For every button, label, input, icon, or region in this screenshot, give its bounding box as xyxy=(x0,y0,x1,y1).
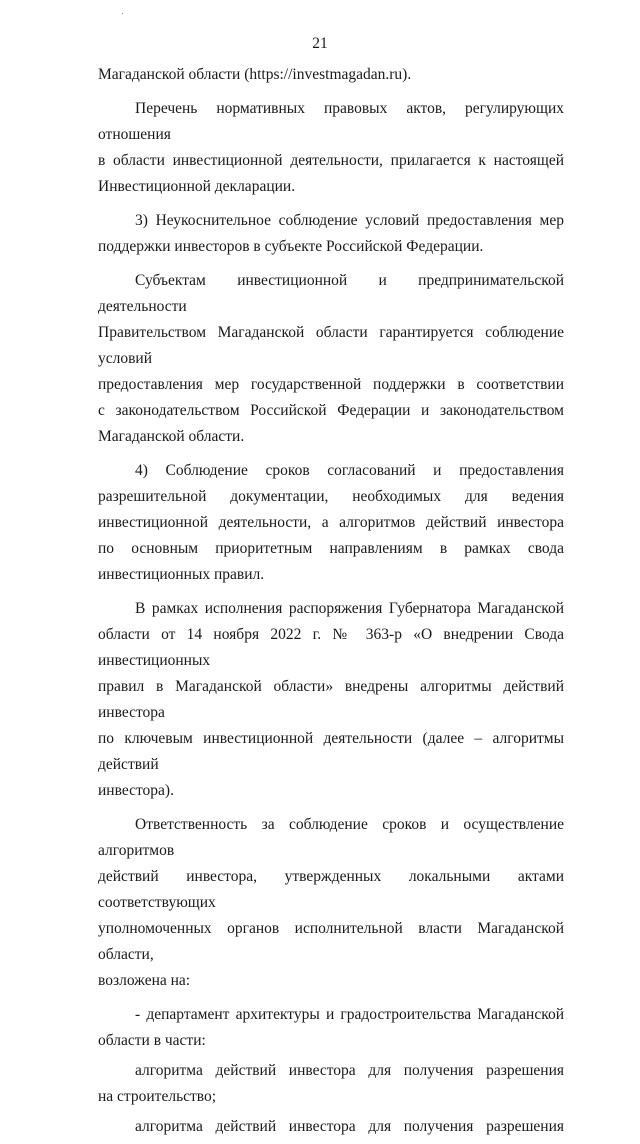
text-line: по основным приоритетным направлениям в рамках свода xyxy=(98,540,564,557)
text-line: Субъектам инвестиционной и предпринимательской деятельности xyxy=(98,272,564,315)
paragraph-guarantee xyxy=(98,268,564,450)
text-line: Правительством Магаданской области гарантируется соблюдение условий xyxy=(98,324,564,367)
text-line: возложена на: xyxy=(98,972,191,989)
text-line: алгоритма действий инвестора для получения разрешения xyxy=(135,1118,564,1135)
paragraph-item-3 xyxy=(98,208,564,260)
text-line: Ответственность за соблюдение сроков и осуществление алгоритмов xyxy=(98,816,564,859)
text-line: Перечень нормативных правовых актов, регулирующих отношения xyxy=(98,100,564,143)
text-line: в области инвестиционной деятельности, прилагается к настоящей xyxy=(98,152,564,169)
text-line: на строительство; xyxy=(98,1088,217,1105)
text-line: инвестиционной деятельности, а алгоритмов действий инвестора xyxy=(98,514,564,531)
page-number: 21 xyxy=(312,35,328,52)
text-line: Магаданской области. xyxy=(98,428,245,445)
text-line: области от 14 ноября 2022 г. № 363-р «О внедрении Свода инвестиционных xyxy=(98,626,564,669)
text-line: - департамент архитектуры и градостроительства Магаданской xyxy=(135,1006,564,1023)
paragraph-algorithm-permit-continued xyxy=(98,1114,564,1140)
paragraph-item-4 xyxy=(98,458,564,588)
text-line: поддержки инвесторов в субъекте Российской Федерации. xyxy=(98,238,484,255)
scan-speck xyxy=(122,13,123,14)
text-line: предоставления мер государственной поддержки в соответствии xyxy=(98,376,564,393)
paragraph-responsibility xyxy=(98,812,564,994)
text-line: 4) Соблюдение сроков согласований и предоставления xyxy=(135,462,564,479)
paragraph-governor-order xyxy=(98,596,564,804)
text-line: инвестиционных правил. xyxy=(98,566,265,583)
document-body xyxy=(98,62,564,1144)
text-line: 3) Неукоснительное соблюдение условий предоставления мер xyxy=(135,212,564,229)
text-line: с законодательством Российской Федерации и законодательством xyxy=(98,402,564,419)
text-line: уполномоченных органов исполнительной власти Магаданской области, xyxy=(98,920,564,963)
text-line: Инвестиционной декларации. xyxy=(98,178,296,195)
paragraph-continuation xyxy=(98,62,564,88)
text-line: инвестора). xyxy=(98,782,174,799)
text-line: по ключевым инвестиционной деятельности (далее – алгоритмы действий xyxy=(98,730,564,773)
text-line: разрешительной документации, необходимых для ведения xyxy=(98,488,564,505)
text-line: области в части: xyxy=(98,1032,206,1049)
text-line: действий инвестора, утвержденных локальными актами соответствующих xyxy=(98,868,564,911)
paragraph-algorithm-construction-permit xyxy=(98,1058,564,1110)
paragraph-legal-acts-list xyxy=(98,96,564,200)
text-line: В рамках исполнения распоряжения Губернатора Магаданской xyxy=(135,600,564,617)
text-line: правил в Магаданской области» внедрены алгоритмы действий инвестора xyxy=(98,678,564,721)
paragraph-department xyxy=(98,1002,564,1054)
text-line: алгоритма действий инвестора для получения разрешения xyxy=(135,1062,564,1079)
text-line: Магаданской области (https://investmagadan.ru). xyxy=(98,66,412,83)
